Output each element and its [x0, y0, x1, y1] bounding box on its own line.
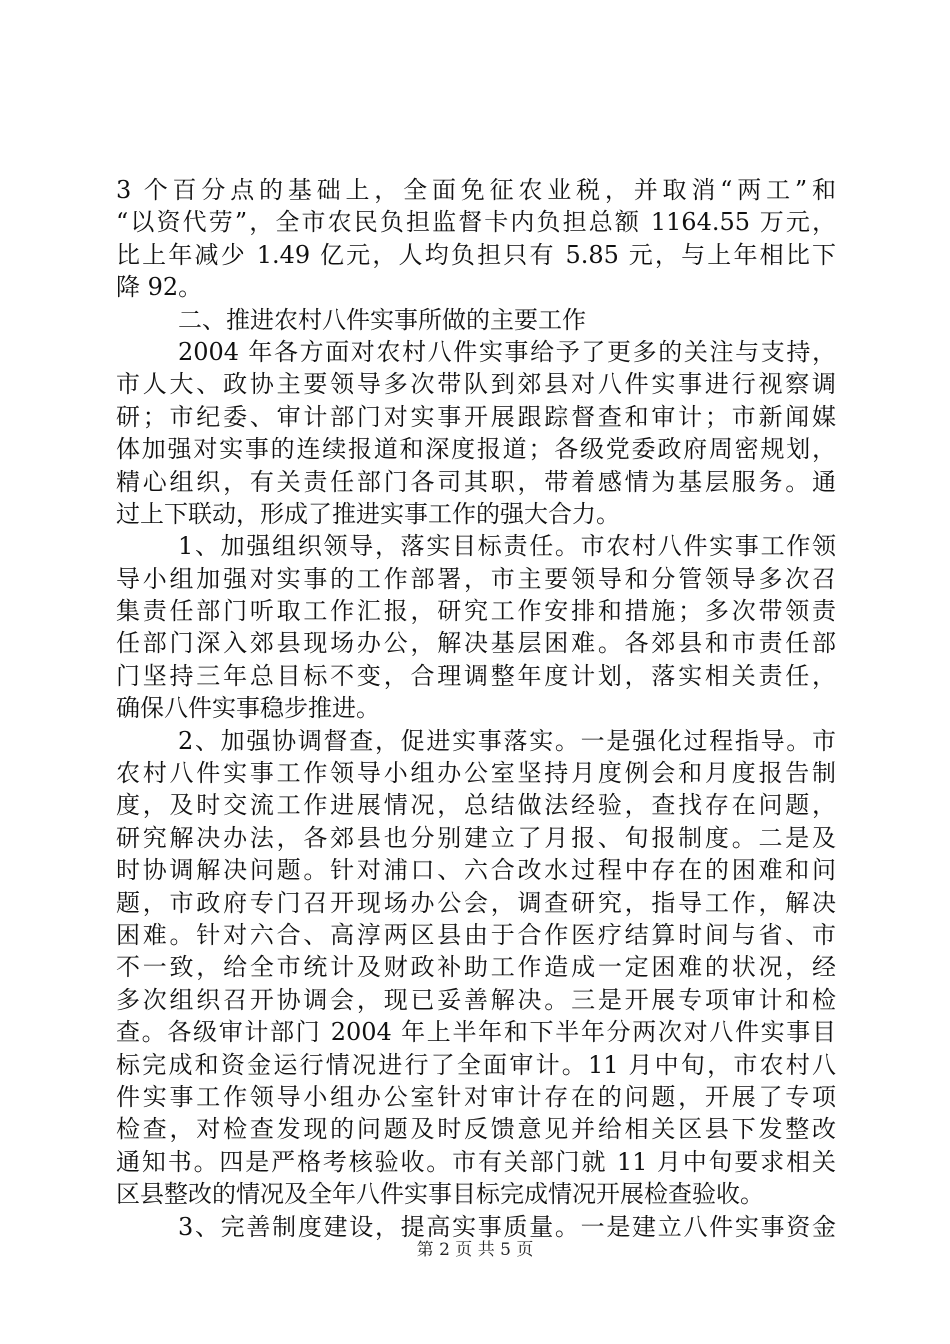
text-line: 市人大、政协主要领导多次带队到郊县对八件实事进行视察调	[116, 370, 836, 399]
text-line: 检查，对检查发现的问题及时反馈意见并给相关区县下发整改	[116, 1115, 836, 1144]
text-line: 研究解决办法，各郊县也分别建立了月报、旬报制度。二是及	[116, 823, 836, 852]
text-line: 集责任部门听取工作汇报，研究工作安排和措施；多次带领责	[116, 597, 836, 626]
text-line: 通知书。四是严格考核验收。市有关部门就 11 月中旬要求相关	[116, 1147, 836, 1176]
text-line: 精心组织，有关责任部门各司其职，带着感情为基层服务。通	[116, 467, 836, 496]
text-line: 研；市纪委、审计部门对实事开展跟踪督查和审计；市新闻媒	[116, 402, 836, 431]
text-line: 3、完善制度建设，提高实事质量。一是建立八件实事资金	[178, 1212, 836, 1241]
text-line: 时协调解决问题。针对浦口、六合改水过程中存在的困难和问	[116, 856, 836, 885]
text-line: “以资代劳”，全市农民负担监督卡内负担总额 1164.55 万元，	[116, 208, 836, 237]
text-line: 体加强对实事的连续报道和深度报道；各级党委政府周密规划，	[116, 435, 836, 464]
text-line: 2004 年各方面对农村八件实事给予了更多的关注与支持，	[178, 337, 836, 366]
text-line: 门坚持三年总目标不变，合理调整年度计划，落实相关责任，	[116, 661, 836, 690]
text-line: 确保八件实事稳步推进。	[116, 694, 380, 723]
text-line: 不一致，给全市统计及财政补助工作造成一定困难的状况，经	[116, 953, 836, 982]
text-line: 农村八件实事工作领导小组办公室坚持月度例会和月度报告制	[116, 759, 836, 788]
text-line: 多次组织召开协调会，现已妥善解决。三是开展专项审计和检	[116, 985, 836, 1014]
text-line: 度，及时交流工作进展情况，总结做法经验，查找存在问题，	[116, 791, 836, 820]
text-line: 1、加强组织领导，落实目标责任。市农村八件实事工作领	[178, 532, 836, 561]
text-line: 导小组加强对实事的工作部署，市主要领导和分管领导多次召	[116, 564, 836, 593]
text-line: 比上年减少 1.49 亿元，人均负担只有 5.85 元，与上年相比下	[116, 240, 836, 269]
text-line: 区县整改的情况及全年八件实事目标完成情况开展检查验收。	[116, 1180, 764, 1209]
page-footer: 第 2 页 共 5 页	[416, 1240, 534, 1260]
text-line: 查。各级审计部门 2004 年上半年和下半年分两次对八件实事目	[116, 1018, 836, 1047]
text-line: 件实事工作领导小组办公室针对审计存在的问题，开展了专项	[116, 1082, 836, 1111]
text-line: 题，市政府专门召开现场办公会，调查研究，指导工作，解决	[116, 888, 836, 917]
section-heading: 二、推进农村八件实事所做的主要工作	[178, 305, 586, 334]
text-line: 降 92。	[116, 273, 203, 302]
text-line: 过上下联动，形成了推进实事工作的强大合力。	[116, 499, 620, 528]
text-line: 标完成和资金运行情况进行了全面审计。11 月中旬，市农村八	[116, 1050, 836, 1079]
text-line: 3 个百分点的基础上，全面免征农业税，并取消“两工”和	[116, 176, 836, 204]
document-body	[116, 174, 836, 1243]
text-line: 任部门深入郊县现场办公，解决基层困难。各郊县和市责任部	[116, 629, 836, 658]
text-line: 2、加强协调督查，促进实事落实。一是强化过程指导。市	[178, 726, 836, 755]
text-line: 困难。针对六合、高淳两区县由于合作医疗结算时间与省、市	[116, 920, 836, 949]
